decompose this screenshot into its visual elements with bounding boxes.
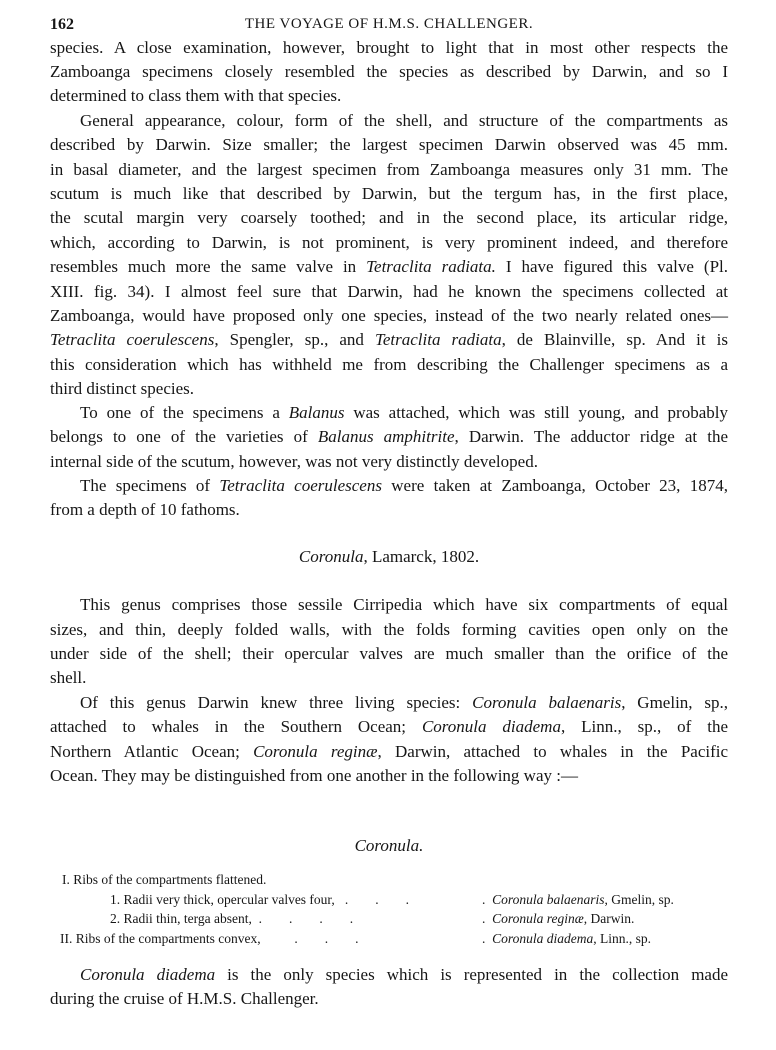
- text-segment: internal side of the scutum, however, was not very distinctly developed.: [50, 452, 538, 471]
- text-line: [50, 378, 728, 400]
- text-line: [50, 667, 728, 689]
- italic-taxon: Tetraclita radiata: [374, 330, 502, 349]
- text-line: [50, 619, 728, 641]
- italic-taxon: Tetraclita radiata.: [366, 257, 496, 276]
- text-segment: sizes, and thin, deeply folded walls, with the folds forming cavities open only on the: [50, 620, 728, 639]
- key-row-label: II. Ribs of the compartments convex, . . .: [60, 931, 359, 946]
- text-segment: Ocean. They may be distinguished from one another in the following way :—: [50, 766, 578, 785]
- key-row-label: 2. Radii thin, terga absent, . . . .: [110, 911, 354, 926]
- text-segment: General appearance, colour, form of the shell, and structure of the compartments as: [80, 111, 728, 130]
- key-row-species: [482, 910, 634, 928]
- italic-taxon: Coronula diadema: [421, 717, 561, 736]
- text-segment: Of this genus Darwin knew three living species:: [80, 693, 473, 712]
- text-segment: Northern Atlantic Ocean;: [50, 742, 254, 761]
- text-segment: , Linn., sp., of the: [560, 717, 729, 736]
- text-line: [50, 207, 728, 229]
- text-line: [80, 402, 728, 424]
- text-segment: was attached, which was still young, and probably: [344, 403, 728, 422]
- text-line: [50, 643, 728, 665]
- text-line: [50, 134, 728, 156]
- text-line: [50, 329, 728, 351]
- text-line: [50, 281, 728, 303]
- running-header: [50, 16, 728, 38]
- page-number: 162: [50, 16, 74, 33]
- text-segment: , Darwin, attached to whales in the Pacific: [377, 742, 729, 761]
- key-row-label: 1. Radii very thick, opercular valves four, . . .: [110, 892, 410, 907]
- species-name: Coronula diadema: [492, 931, 594, 946]
- text-line: [50, 183, 728, 205]
- text-segment: is the only species which is represented in the collection made: [215, 965, 729, 984]
- text-line: [50, 546, 728, 568]
- running-title: THE VOYAGE OF H.M.S. CHALLENGER.: [244, 16, 534, 32]
- text-line: [80, 692, 728, 714]
- text-segment: Zamboanga specimens closely resembled the species as described by Darwin, and so I: [50, 62, 728, 81]
- italic-taxon: Balanus amphitrite: [317, 427, 455, 446]
- text-segment: the scutal margin very coarsely toothed; and in the second place, its articular ridge,: [50, 208, 728, 227]
- species-authority: , Darwin.: [583, 911, 635, 926]
- species-name: Coronula balaenaris: [492, 892, 605, 907]
- text-line: [50, 426, 728, 448]
- text-line: [80, 475, 728, 497]
- species-authority: , Linn., sp.: [593, 931, 652, 946]
- text-segment: Zamboanga, would have proposed only one species, instead of the two nearly related ones—: [50, 306, 728, 325]
- key-row-label: I. Ribs of the compartments flattened.: [62, 872, 267, 887]
- text-line: [50, 232, 728, 254]
- text-line: [50, 37, 728, 59]
- text-segment: in basal diameter, and the largest specimen from Zamboanga measures only 31 mm. The: [50, 160, 728, 179]
- text-segment: attached to whales in the Southern Ocean;: [50, 717, 422, 736]
- text-line: [80, 964, 728, 986]
- text-segment: XIII. fig. 34). I almost feel sure that Darwin, had he known the specimens collected at: [50, 282, 728, 301]
- key-row-species: [482, 891, 674, 909]
- text-line: [50, 741, 728, 763]
- italic-taxon: Coronula reginæ: [253, 742, 378, 761]
- text-line: [50, 988, 728, 1010]
- text-segment: species. A close examination, however, brought to light that in most other respects the: [50, 38, 728, 57]
- text-segment: resembles much more the same valve in: [50, 257, 367, 276]
- text-segment: which, according to Darwin, is not prominent, is very prominent indeed, and therefore: [50, 233, 728, 252]
- italic-taxon: Tetraclita coerulescens: [219, 476, 382, 495]
- italic-taxon: Coronula.: [354, 836, 424, 855]
- text-segment: determined to class them with that species.: [50, 86, 342, 105]
- text-segment: shell.: [50, 668, 87, 687]
- text-line: [50, 835, 728, 857]
- text-line: [50, 305, 728, 327]
- italic-taxon: Coronula: [298, 547, 364, 566]
- species-name: Coronula reginæ: [492, 911, 584, 926]
- text-segment: were taken at Zamboanga, October 23, 1874,: [381, 476, 728, 495]
- italic-taxon: Tetraclita coerulescens: [50, 330, 215, 349]
- text-segment: , Lamarck, 1802.: [363, 547, 480, 566]
- text-line: [50, 354, 728, 376]
- text-segment: during the cruise of H.M.S. Challenger.: [50, 989, 319, 1008]
- text-line: [50, 499, 728, 521]
- text-segment: The specimens of: [80, 476, 220, 495]
- text-line: [50, 256, 728, 278]
- text-line: [50, 716, 728, 738]
- text-line: [50, 85, 728, 107]
- text-segment: This genus comprises those sessile Cirripedia which have six compartments of equal: [80, 595, 728, 614]
- text-segment: scutum is much like that described by Darwin, but the tergum has, in the first place,: [50, 184, 728, 203]
- text-segment: this consideration which has withheld me from describing the Challenger specimens as a: [50, 355, 728, 374]
- text-line: [50, 159, 728, 181]
- text-segment: I have figured this valve (Pl.: [495, 257, 728, 276]
- text-segment: belongs to one of the varieties of: [50, 427, 318, 446]
- text-segment: , Spengler, sp., and: [214, 330, 375, 349]
- key-row-species: [482, 930, 651, 948]
- text-segment: To one of the specimens a: [80, 403, 289, 422]
- text-line: [50, 765, 728, 787]
- text-segment: from a depth of 10 fathoms.: [50, 500, 240, 519]
- italic-taxon: Coronula balaenaris: [472, 693, 622, 712]
- text-segment: under side of the shell; their opercular valves are much smaller than the orifice of the: [50, 644, 728, 663]
- leader-dot: .: [482, 892, 493, 907]
- text-segment: , de Blainville, sp. And it is: [501, 330, 728, 349]
- text-segment: , Gmelin, sp.,: [621, 693, 728, 712]
- text-line: [50, 451, 728, 473]
- text-line: [80, 110, 728, 132]
- italic-taxon: Coronula diadema: [80, 965, 216, 984]
- text-segment: , Darwin. The adductor ridge at the: [454, 427, 728, 446]
- text-segment: described by Darwin. Size smaller; the largest specimen Darwin observed was 45 mm.: [50, 135, 728, 154]
- text-line: [50, 61, 728, 83]
- text-line: [80, 594, 728, 616]
- species-authority: , Gmelin, sp.: [604, 892, 674, 907]
- leader-dot: .: [482, 931, 493, 946]
- text-segment: third distinct species.: [50, 379, 195, 398]
- leader-dot: .: [482, 911, 493, 926]
- italic-taxon: Balanus: [288, 403, 345, 422]
